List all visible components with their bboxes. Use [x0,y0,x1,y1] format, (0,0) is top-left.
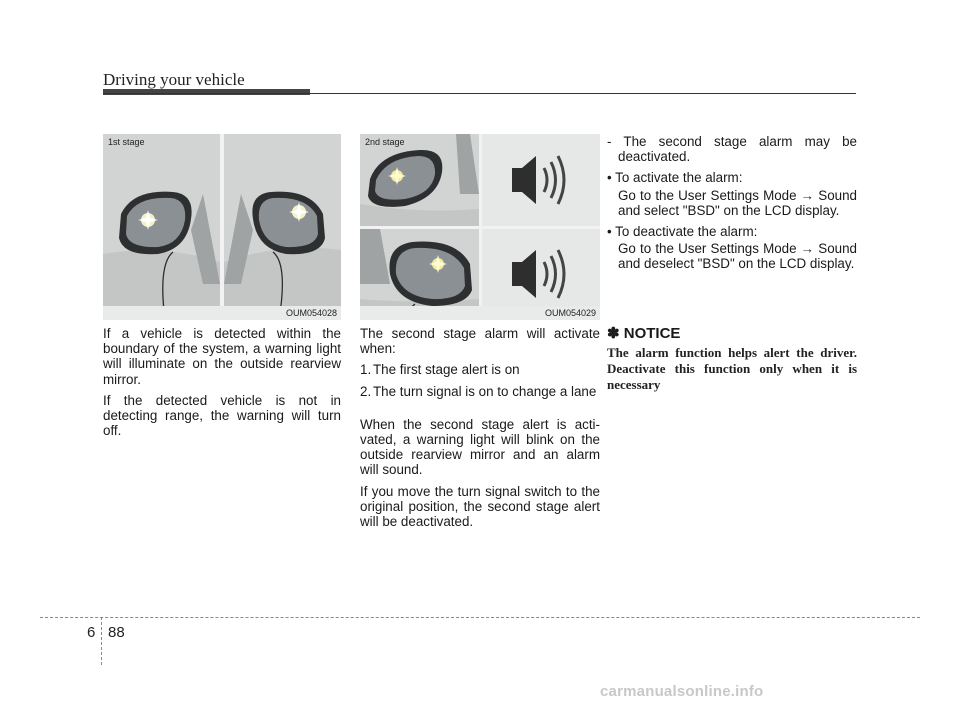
footer-divider [101,617,102,665]
list-text: The first stage alert is on [373,362,520,378]
figure-second-stage [360,134,600,320]
figure-label: 1st stage [108,137,145,147]
list-number: 1. [360,362,372,378]
paragraph: If you move the turn signal switch to the original position, the second stage alert will be deactivated. [360,483,600,530]
watermark: carmanualsonline.info [600,683,764,700]
mirror-illustration-1 [103,134,341,320]
figure-code: OUM054029 [544,308,596,318]
bullet-item: • To deactivate the alarm: [607,224,758,240]
notice-title: ✽ NOTICE [607,325,681,342]
bullet-detail: Go to the User Settings Mode → Sound and deselect "BSD" on the LCD display. [618,241,857,272]
list-number: 2. [360,383,372,399]
column-1-text [103,326,341,444]
bullet-detail: Go to the User Settings Mode → Sound and select "BSD" on the LCD display. [618,187,857,218]
figure-label: 2nd stage [365,137,405,147]
chapter-number: 6 [87,624,96,641]
header-title: Driving your vehicle [103,70,245,89]
notice-text: The alarm function helps alert the driver. Deactivate this function only when it is necessary [607,345,857,393]
paragraph: If the detected vehicle is not in detecting range, the warning will turn off. [103,392,341,439]
paragraph: If a vehicle is detected within the boundary of the system, a warning light will illuminate on the outside rearview mirror. [103,326,341,387]
paragraph: The second stage alarm will activate when: [360,326,600,357]
figure-first-stage [103,134,341,320]
figure-code: OUM054028 [285,308,337,318]
footer-rule [40,617,920,618]
paragraph: When the second stage alert is acti-vated, a warning light will blink on the outside rearview mirror and an alarm will sound. [360,416,600,478]
mirror-speaker-illustration [360,134,600,320]
column-3-text [607,134,857,278]
bullet-item: • To activate the alarm: [607,170,743,186]
header-rule [103,93,856,94]
list-item [360,384,600,399]
list-item [360,362,600,377]
page-number: 88 [108,624,125,641]
header-rule-thick [103,89,310,95]
list-text: The turn signal is on to change a lane [373,383,597,399]
column-2-text [360,326,600,535]
dash-item: - The second stage alarm may be deactivated. [607,134,857,165]
